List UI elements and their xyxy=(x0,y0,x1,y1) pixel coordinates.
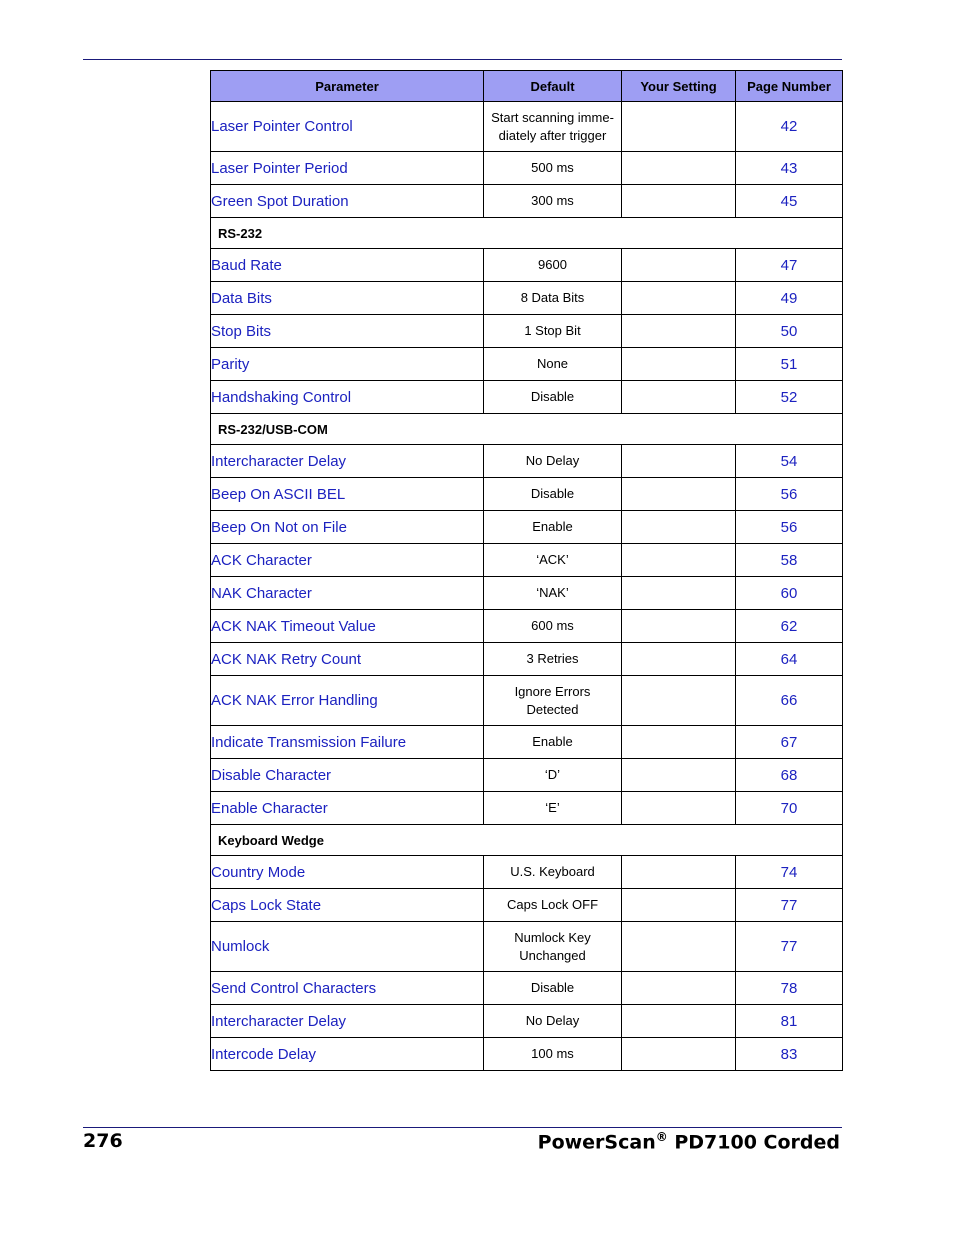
parameter-link[interactable]: Stop Bits xyxy=(211,315,484,348)
your-setting-cell xyxy=(622,726,736,759)
parameter-link[interactable]: ACK NAK Error Handling xyxy=(211,676,484,726)
parameter-link[interactable]: Intercode Delay xyxy=(211,1038,484,1071)
page-number-link[interactable]: 60 xyxy=(736,577,843,610)
default-value: 8 Data Bits xyxy=(484,282,622,315)
default-value: Disable xyxy=(484,478,622,511)
page-number-link[interactable]: 77 xyxy=(736,922,843,972)
default-value: Ignore Errors Detected xyxy=(484,676,622,726)
parameter-link[interactable]: Parity xyxy=(211,348,484,381)
parameter-link[interactable]: Indicate Transmission Failure xyxy=(211,726,484,759)
footer-page-number: 276 xyxy=(83,1130,123,1152)
table-row xyxy=(211,1038,843,1071)
your-setting-cell xyxy=(622,511,736,544)
your-setting-cell xyxy=(622,445,736,478)
table-row xyxy=(211,972,843,1005)
table-row xyxy=(211,381,843,414)
default-value: No Delay xyxy=(484,1005,622,1038)
default-value: Caps Lock OFF xyxy=(484,889,622,922)
table-row xyxy=(211,249,843,282)
table-row xyxy=(211,282,843,315)
your-setting-cell xyxy=(622,972,736,1005)
your-setting-cell xyxy=(622,889,736,922)
parameter-link[interactable]: Beep On Not on File xyxy=(211,511,484,544)
table-row xyxy=(211,185,843,218)
default-value: Numlock Key Unchanged xyxy=(484,922,622,972)
section-label: RS-232 xyxy=(211,218,843,249)
table-row xyxy=(211,643,843,676)
section-row xyxy=(211,825,843,856)
section-label: RS-232/USB-COM xyxy=(211,414,843,445)
your-setting-cell xyxy=(622,348,736,381)
your-setting-cell xyxy=(622,152,736,185)
header-rule xyxy=(83,59,842,60)
table-row xyxy=(211,577,843,610)
parameter-link[interactable]: Caps Lock State xyxy=(211,889,484,922)
your-setting-cell xyxy=(622,249,736,282)
footer-rule xyxy=(83,1127,842,1128)
page-number-link[interactable]: 56 xyxy=(736,511,843,544)
page-number-link[interactable]: 47 xyxy=(736,249,843,282)
default-value: ‘ACK’ xyxy=(484,544,622,577)
table-row xyxy=(211,348,843,381)
default-value: Disable xyxy=(484,381,622,414)
your-setting-cell xyxy=(622,792,736,825)
parameter-link[interactable]: Handshaking Control xyxy=(211,381,484,414)
page-number-link[interactable]: 77 xyxy=(736,889,843,922)
parameter-link[interactable]: Disable Character xyxy=(211,759,484,792)
page-number-link[interactable]: 66 xyxy=(736,676,843,726)
table-row xyxy=(211,544,843,577)
table-row xyxy=(211,676,843,726)
default-value: Start scanning imme- diately after trigger xyxy=(484,102,622,152)
table-row xyxy=(211,726,843,759)
default-value: 300 ms xyxy=(484,185,622,218)
your-setting-cell xyxy=(622,1038,736,1071)
section-row xyxy=(211,414,843,445)
your-setting-cell xyxy=(622,185,736,218)
default-value: 500 ms xyxy=(484,152,622,185)
parameter-link[interactable]: Intercharacter Delay xyxy=(211,1005,484,1038)
default-value: ‘E’ xyxy=(484,792,622,825)
page-number-link[interactable]: 45 xyxy=(736,185,843,218)
default-value: 3 Retries xyxy=(484,643,622,676)
default-value: 9600 xyxy=(484,249,622,282)
default-value: ‘D’ xyxy=(484,759,622,792)
parameter-link[interactable]: Baud Rate xyxy=(211,249,484,282)
table-row xyxy=(211,759,843,792)
table-row xyxy=(211,792,843,825)
table-header-row xyxy=(211,71,843,102)
parameter-link[interactable]: Laser Pointer Period xyxy=(211,152,484,185)
parameter-link[interactable]: Country Mode xyxy=(211,856,484,889)
your-setting-cell xyxy=(622,478,736,511)
page-number-link[interactable]: 78 xyxy=(736,972,843,1005)
page-number-link[interactable]: 70 xyxy=(736,792,843,825)
section-label: Keyboard Wedge xyxy=(211,825,843,856)
parameter-link[interactable]: Send Control Characters xyxy=(211,972,484,1005)
your-setting-cell xyxy=(622,1005,736,1038)
page-number-link[interactable]: 56 xyxy=(736,478,843,511)
page-number-link[interactable]: 81 xyxy=(736,1005,843,1038)
registered-mark: ® xyxy=(655,1130,668,1144)
table-body xyxy=(211,102,843,1071)
your-setting-cell xyxy=(622,643,736,676)
parameter-link[interactable]: NAK Character xyxy=(211,577,484,610)
your-setting-cell xyxy=(622,315,736,348)
your-setting-cell xyxy=(622,381,736,414)
parameter-link[interactable]: ACK Character xyxy=(211,544,484,577)
page-number-link[interactable]: 42 xyxy=(736,102,843,152)
page-number-link[interactable]: 43 xyxy=(736,152,843,185)
default-value: Enable xyxy=(484,726,622,759)
page-number-link[interactable]: 52 xyxy=(736,381,843,414)
parameter-link[interactable]: ACK NAK Retry Count xyxy=(211,643,484,676)
table-row xyxy=(211,445,843,478)
table-row xyxy=(211,889,843,922)
default-value: Enable xyxy=(484,511,622,544)
page-number-link[interactable]: 58 xyxy=(736,544,843,577)
your-setting-cell xyxy=(622,102,736,152)
default-value: ‘NAK’ xyxy=(484,577,622,610)
your-setting-cell xyxy=(622,922,736,972)
table-row xyxy=(211,478,843,511)
table-row xyxy=(211,856,843,889)
your-setting-cell xyxy=(622,577,736,610)
page-number-link[interactable]: 64 xyxy=(736,643,843,676)
header-default: Default xyxy=(484,71,622,102)
footer-title-model: PD7100 Corded xyxy=(667,1131,840,1154)
your-setting-cell xyxy=(622,759,736,792)
table-row xyxy=(211,315,843,348)
default-value: None xyxy=(484,348,622,381)
header-page-number: Page Number xyxy=(736,71,843,102)
table-row xyxy=(211,102,843,152)
parameter-link[interactable]: Data Bits xyxy=(211,282,484,315)
page-number-link[interactable]: 62 xyxy=(736,610,843,643)
default-value: 600 ms xyxy=(484,610,622,643)
your-setting-cell xyxy=(622,856,736,889)
page-number-link[interactable]: 54 xyxy=(736,445,843,478)
your-setting-cell xyxy=(622,282,736,315)
parameter-link[interactable]: ACK NAK Timeout Value xyxy=(211,610,484,643)
table-row xyxy=(211,922,843,972)
page-number-link[interactable]: 74 xyxy=(736,856,843,889)
table-row xyxy=(211,152,843,185)
your-setting-cell xyxy=(622,676,736,726)
page-number-link[interactable]: 68 xyxy=(736,759,843,792)
default-value: No Delay xyxy=(484,445,622,478)
parameter-link[interactable]: Green Spot Duration xyxy=(211,185,484,218)
table-row xyxy=(211,511,843,544)
parameter-link[interactable]: Enable Character xyxy=(211,792,484,825)
page-number-link[interactable]: 83 xyxy=(736,1038,843,1071)
page-number-link[interactable]: 49 xyxy=(736,282,843,315)
page-number-link[interactable]: 51 xyxy=(736,348,843,381)
footer-title xyxy=(538,1130,840,1153)
parameter-link[interactable]: Beep On ASCII BEL xyxy=(211,478,484,511)
table-row xyxy=(211,610,843,643)
parameter-link[interactable]: Intercharacter Delay xyxy=(211,445,484,478)
your-setting-cell xyxy=(622,544,736,577)
header-parameter: Parameter xyxy=(211,71,484,102)
header-your-setting: Your Setting xyxy=(622,71,736,102)
your-setting-cell xyxy=(622,610,736,643)
parameter-link[interactable]: Laser Pointer Control xyxy=(211,102,484,152)
default-value: 1 Stop Bit xyxy=(484,315,622,348)
default-value: Disable xyxy=(484,972,622,1005)
parameter-table xyxy=(210,70,843,1071)
section-row xyxy=(211,218,843,249)
page-number-link[interactable]: 50 xyxy=(736,315,843,348)
page-number-link[interactable]: 67 xyxy=(736,726,843,759)
parameter-link[interactable]: Numlock xyxy=(211,922,484,972)
footer-title-brand: PowerScan xyxy=(537,1131,656,1154)
default-value: U.S. Keyboard xyxy=(484,856,622,889)
table-row xyxy=(211,1005,843,1038)
default-value: 100 ms xyxy=(484,1038,622,1071)
